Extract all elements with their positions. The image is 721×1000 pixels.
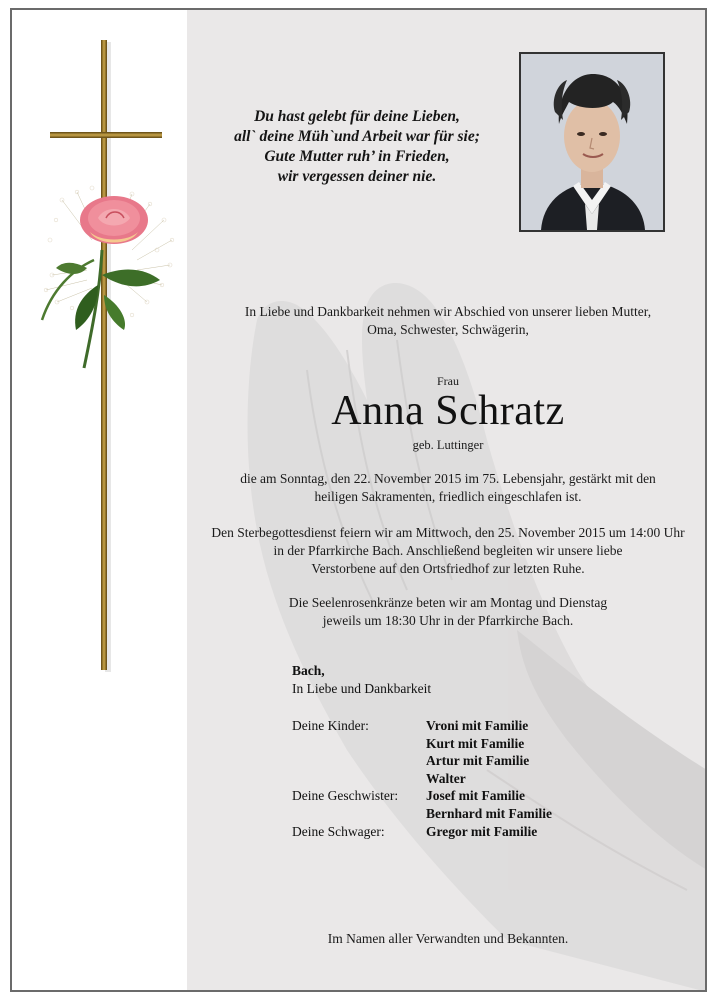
title-label: Frau — [437, 374, 459, 388]
mourner-name: Artur mit Familie — [426, 753, 530, 769]
poem — [192, 107, 522, 187]
mourner-name: Gregor mit Familie — [426, 823, 538, 839]
intro-text — [187, 303, 707, 339]
mourner-name: Walter — [426, 770, 466, 786]
signoff-phrase: In Liebe und Dankbarkeit — [292, 681, 432, 696]
closing-line: Im Namen aller Verwandten und Bekannten. — [327, 931, 569, 946]
rosary-notice — [187, 594, 707, 630]
obituary-card — [10, 8, 707, 992]
intro-line: In Liebe und Dankbarkeit nehmen wir Abschied von unserer lieben Mutter, — [244, 304, 652, 319]
poem-line: all` deine Müh`und Arbeit war für sie; — [234, 128, 480, 145]
rose-icon — [32, 180, 182, 370]
deceased-name: Anna Schratz — [331, 388, 565, 434]
service-line: Den Sterbegottesdienst feiern wir am Mittwoch, den 25. November 2015 um 14:00 Uhr — [211, 525, 685, 540]
service-line: in der Pfarrkirche Bach. Anschließend begleiten wir unsere liebe — [273, 543, 623, 558]
intro-line: Oma, Schwester, Schwägerin, — [367, 322, 529, 337]
relation-label: Deine Geschwister: — [292, 788, 399, 804]
poem-line: Gute Mutter ruh’ in Frieden, — [264, 148, 450, 165]
place-name: Bach, — [292, 663, 325, 678]
signoff — [292, 662, 431, 698]
mourner-name: Vroni mit Familie — [426, 718, 529, 733]
service-line: Verstorbene auf den Ortsfriedhof zur letzten Ruhe. — [311, 561, 585, 576]
funeral-service — [187, 524, 707, 578]
death-notice — [187, 470, 707, 506]
poem-line: Du hast gelebt für deine Lieben, — [254, 108, 460, 125]
birth-name: geb. Luttinger — [412, 438, 484, 452]
rosary-line: Die Seelenrosenkränze beten wir am Montag und Dienstag — [288, 595, 608, 610]
mourner-name: Josef mit Familie — [426, 788, 525, 804]
rosary-line: jeweils um 18:30 Uhr in der Pfarrkirche Bach. — [322, 613, 574, 628]
death-line: heiligen Sakramenten, friedlich eingeschlafen ist. — [314, 489, 582, 504]
portrait-photo — [519, 52, 665, 232]
relation-label: Deine Schwager: — [292, 823, 385, 839]
relation-label: Deine Kinder: — [292, 718, 369, 733]
mourner-name: Bernhard mit Familie — [426, 805, 552, 821]
death-line: die am Sonntag, den 22. November 2015 im 75. Lebensjahr, gestärkt mit den — [240, 471, 656, 486]
mourner-name: Kurt mit Familie — [426, 735, 525, 751]
poem-line: wir vergessen deiner nie. — [277, 168, 437, 185]
